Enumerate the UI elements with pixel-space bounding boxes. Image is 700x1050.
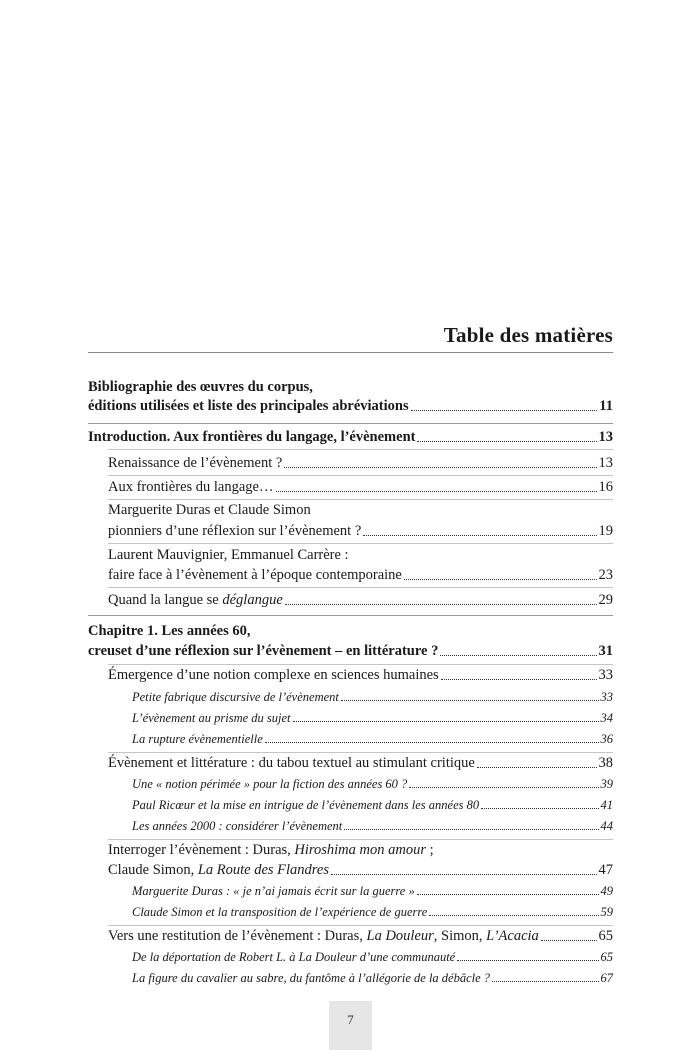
leader-dots	[409, 787, 598, 788]
toc-entry-6-text: Quand la langue se	[108, 592, 223, 608]
toc-entry-21[interactable]	[132, 971, 613, 986]
toc-entry-0-line2: éditions utilisées et liste des principales abréviations	[88, 398, 409, 414]
toc-entry-8[interactable]	[108, 667, 613, 684]
toc-entry-21-label: La figure du cavalier au sabre, du fantôme à l’allégorie de la débâcle ?	[132, 971, 491, 985]
toc-entry-17-label: Marguerite Duras : « je n’ai jamais écrit sur la guerre »	[132, 884, 415, 898]
toc-entry-4-line2: pionniers d’une réflexion sur l’évènement ?	[108, 523, 362, 539]
entry-divider	[108, 499, 613, 500]
toc-entry-11[interactable]	[132, 732, 613, 747]
toc-entry-3-label: Aux frontières du langage…	[108, 479, 274, 495]
toc-entry-16-line2-italic: La Route des Flandres	[197, 862, 329, 878]
toc-entry-18-page: 59	[600, 905, 613, 919]
toc-entry-16-text: Interroger l’évènement : Duras,	[108, 842, 295, 858]
leader-dots	[293, 721, 599, 722]
toc-entry-13-label: Une « notion périmée » pour la fiction des années 60 ?	[132, 777, 408, 791]
toc-entry-6-page: 29	[598, 592, 613, 608]
toc-entry-19-text: Vers une restitution de l’évènement : Duras,	[108, 928, 367, 944]
leader-dots	[276, 491, 597, 492]
toc-entry-15-page: 44	[600, 819, 613, 833]
entry-divider	[108, 664, 613, 665]
toc-entry-7-line1: Chapitre 1. Les années 60,	[88, 623, 251, 639]
toc-entry-14[interactable]	[132, 798, 613, 813]
section-divider	[88, 615, 613, 616]
leader-dots	[441, 679, 597, 680]
leader-dots	[284, 467, 596, 468]
toc-entry-8-page: 33	[598, 667, 613, 683]
leader-dots	[331, 874, 597, 875]
leader-dots	[363, 535, 596, 536]
title-rule	[88, 352, 613, 353]
toc-entry-14-page: 41	[600, 798, 613, 812]
toc-entry-0[interactable]	[88, 398, 613, 415]
entry-divider	[108, 587, 613, 588]
toc-entry-11-label: La rupture évènementielle	[132, 732, 263, 746]
entry-divider	[108, 449, 613, 450]
toc-entry-20[interactable]	[132, 950, 613, 965]
toc-entry-19-page: 65	[598, 928, 613, 944]
toc-entry-12-label: Évènement et littérature : du tabou textuel au stimulant critique	[108, 755, 475, 771]
toc-entry-2[interactable]	[108, 455, 613, 472]
leader-dots	[285, 604, 597, 605]
leader-dots	[541, 940, 597, 941]
toc-entry-17[interactable]	[132, 884, 613, 899]
entry-divider	[108, 475, 613, 476]
leader-dots	[411, 410, 598, 411]
toc-entry-5[interactable]	[108, 567, 613, 584]
toc-entry-16-page: 47	[598, 862, 613, 878]
entry-divider	[108, 839, 613, 840]
toc-entry-16-line2-text: Claude Simon,	[108, 862, 198, 878]
toc-entry-13-page: 39	[600, 777, 613, 791]
page-title: Table des matières	[443, 323, 613, 347]
toc-entry-16-line2	[108, 862, 329, 879]
toc-entry-9-label: Petite fabrique discursive de l’évènement	[132, 690, 339, 704]
toc-entry-5-line1: Laurent Mauvignier, Emmanuel Carrère :	[108, 547, 349, 563]
toc-entry-19[interactable]	[108, 928, 613, 945]
toc-entry-7-line2: creuset d’une réflexion sur l’évènement – en littérature ?	[88, 643, 439, 659]
toc-entry-15[interactable]	[132, 819, 613, 834]
toc-entry-10-page: 34	[600, 711, 613, 725]
toc-entry-18[interactable]	[132, 905, 613, 920]
toc-entry-16[interactable]	[108, 862, 613, 879]
toc-entry-9-page: 33	[600, 690, 613, 704]
toc-entry-20-label: De la déportation de Robert L. à La Douleur d’une communauté	[132, 950, 456, 964]
toc-entry-15-label: Les années 2000 : considérer l’évènement	[132, 819, 343, 833]
leader-dots	[429, 915, 598, 916]
page-footer	[329, 1001, 372, 1050]
toc-entry-19-label	[108, 928, 539, 945]
toc-entry-14-label: Paul Ricœur et la mise en intrigue de l’évènement dans les années 80	[132, 798, 480, 812]
toc-entry-3[interactable]	[108, 479, 613, 496]
toc-entry-21-page: 67	[600, 971, 613, 985]
toc-entry-19-italic: La Douleur	[366, 928, 434, 944]
leader-dots	[477, 767, 597, 768]
toc-entry-3-page: 16	[598, 479, 613, 495]
entry-divider	[108, 925, 613, 926]
leader-dots	[417, 894, 599, 895]
toc-entry-19-text-mid: , Simon,	[433, 928, 487, 944]
toc-entry-5-line2: faire face à l’évènement à l’époque contemporaine	[108, 567, 402, 583]
leader-dots	[492, 981, 598, 982]
leader-dots	[440, 655, 596, 656]
toc-entry-9[interactable]	[132, 690, 613, 705]
toc-entry-2-page: 13	[598, 455, 613, 471]
leader-dots	[417, 441, 596, 442]
leader-dots	[341, 700, 599, 701]
leader-dots	[457, 960, 598, 961]
toc-entry-20-page: 65	[600, 950, 613, 964]
toc-entry-12-page: 38	[598, 755, 613, 771]
toc-entry-19-italic-2: L’Acacia	[486, 928, 539, 944]
toc-entry-4-line1: Marguerite Duras et Claude Simon	[108, 502, 311, 518]
toc-entry-6-italic: déglangue	[222, 592, 283, 608]
toc-entry-16-italic: Hiroshima mon amour	[294, 842, 426, 858]
toc-entry-17-page: 49	[600, 884, 613, 898]
toc-entry-18-label: Claude Simon et la transposition de l’expérience de guerre	[132, 905, 428, 919]
leader-dots	[481, 808, 598, 809]
toc-entry-5-page: 23	[598, 567, 613, 583]
leader-dots	[344, 829, 598, 830]
page-number: 7	[347, 1012, 354, 1027]
entry-divider	[108, 543, 613, 544]
toc-entry-6-label	[108, 592, 283, 609]
toc-entry-8-label: Émergence d’une notion complexe en sciences humaines	[108, 667, 439, 683]
toc-entry-1-page: 13	[598, 429, 613, 445]
toc-entry-13[interactable]	[132, 777, 613, 792]
toc-entry-16-text-end: ;	[426, 842, 434, 858]
toc-entry-2-label: Renaissance de l’évènement ?	[108, 455, 283, 471]
toc-entry-12[interactable]	[108, 755, 613, 772]
leader-dots	[265, 742, 599, 743]
entry-divider	[108, 752, 613, 753]
toc-entry-0-page: 11	[599, 398, 613, 414]
toc-entry-10-label: L’évènement au prisme du sujet	[132, 711, 291, 725]
toc-entry-7-page: 31	[598, 643, 613, 659]
toc-entry-1-label: Introduction. Aux frontières du langage, l’évènement	[88, 429, 416, 445]
toc-entry-6[interactable]	[108, 592, 613, 609]
toc-entry-7[interactable]	[88, 643, 613, 660]
toc-entry-0-line1: Bibliographie des œuvres du corpus,	[88, 379, 313, 395]
section-divider	[88, 423, 613, 424]
toc-entry-4[interactable]	[108, 523, 613, 540]
toc-entry-1[interactable]	[88, 429, 613, 446]
toc-entry-10[interactable]	[132, 711, 613, 726]
toc-entry-16-line1	[108, 842, 434, 859]
toc-entry-11-page: 36	[600, 732, 613, 746]
toc-entry-4-page: 19	[598, 523, 613, 539]
leader-dots	[404, 579, 597, 580]
